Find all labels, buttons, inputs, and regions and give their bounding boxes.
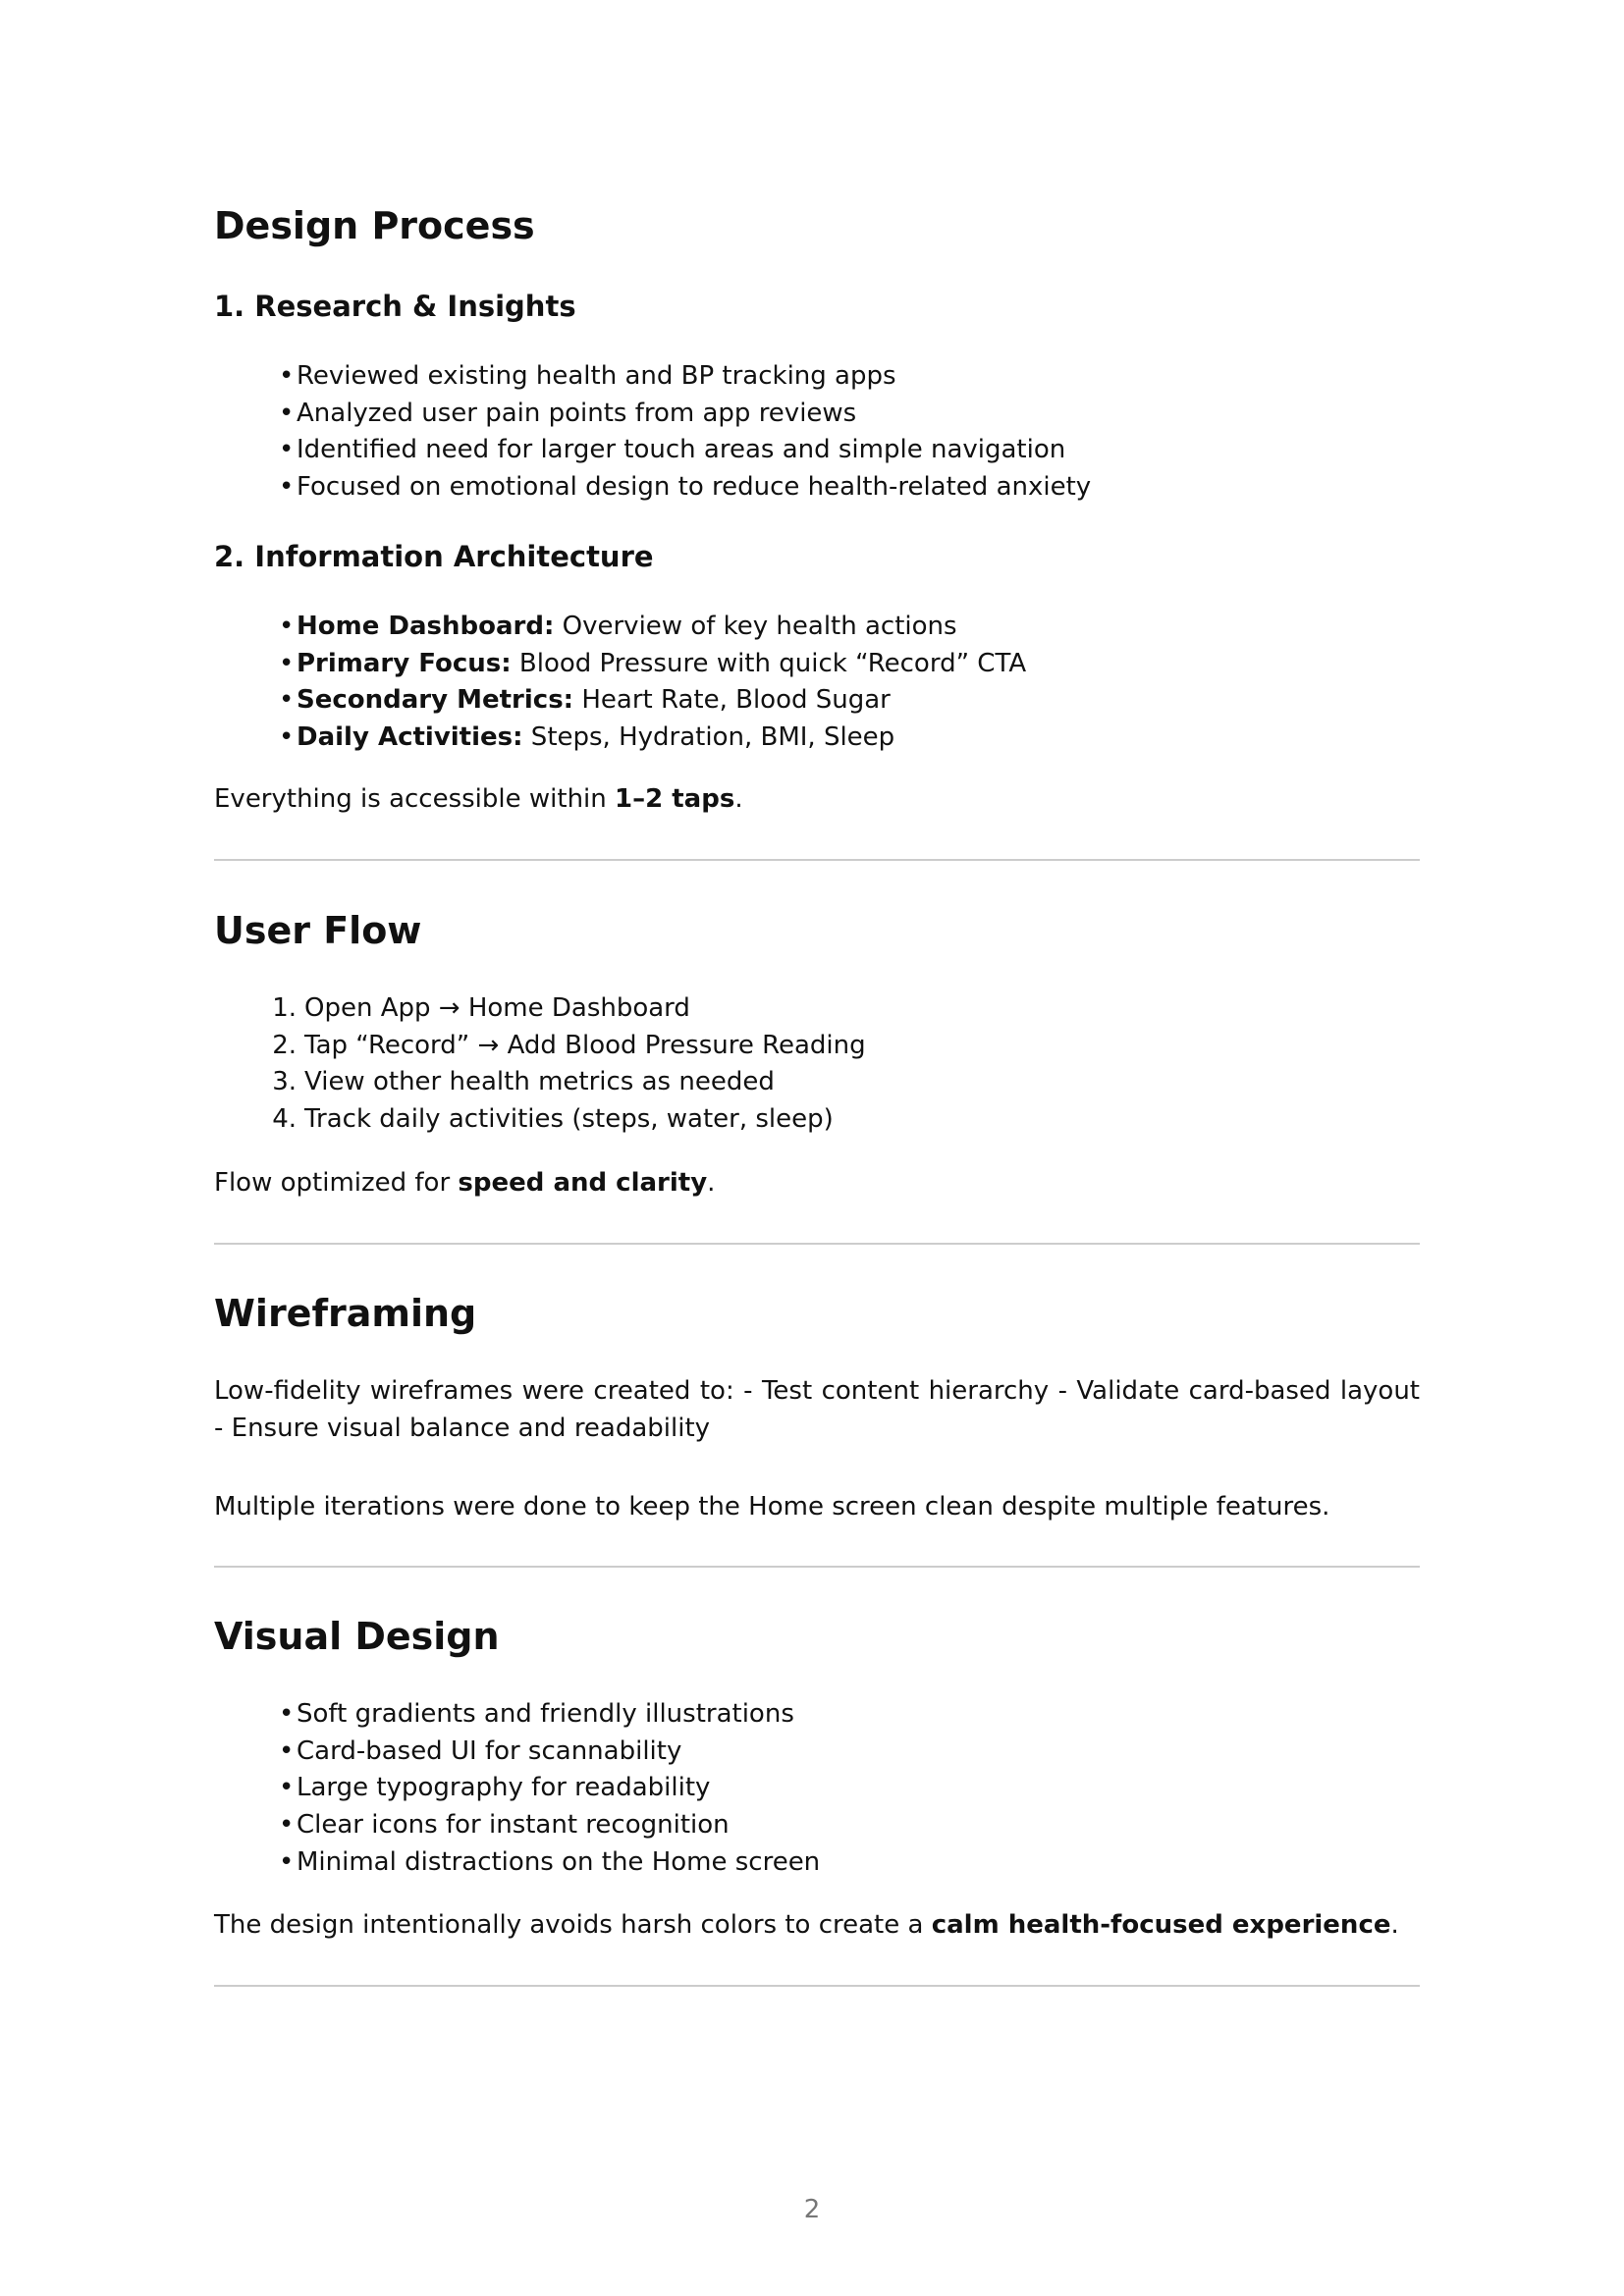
section-divider bbox=[214, 1985, 1420, 1987]
bullet-icon: • bbox=[279, 361, 295, 391]
section-title-visual-design: Visual Design bbox=[214, 1615, 500, 1658]
list-item: • Clear icons for instant recognition bbox=[279, 1807, 820, 1844]
list-item: 1. Open App → Home Dashboard bbox=[272, 993, 690, 1023]
list-item: • Identified need for larger touch areas and simple navigation bbox=[279, 432, 1091, 469]
bullet-icon: • bbox=[279, 1810, 295, 1841]
subsection-title-information-architecture: 2. Information Architecture bbox=[214, 540, 654, 573]
bullet-icon: • bbox=[279, 1846, 295, 1877]
bullet-icon: • bbox=[279, 612, 295, 641]
ia-bullet-list bbox=[279, 609, 1026, 757]
bullet-icon: • bbox=[279, 398, 295, 428]
list-item: • Focused on emotional design to reduce health-related anxiety bbox=[279, 469, 1091, 507]
list-item: • Primary Focus: Blood Pressure with quick “Record” CTA bbox=[279, 646, 1026, 683]
bullet-icon: • bbox=[279, 685, 295, 716]
subsection-title-research: 1. Research & Insights bbox=[214, 290, 576, 323]
user-flow-steps bbox=[267, 990, 866, 1139]
section-title-user-flow: User Flow bbox=[214, 909, 422, 952]
bullet-icon: • bbox=[279, 1699, 295, 1729]
bullet-icon: • bbox=[279, 1735, 295, 1766]
list-item: • Minimal distractions on the Home screen bbox=[279, 1844, 820, 1882]
ia-summary: Everything is accessible within 1–2 taps. bbox=[214, 784, 743, 814]
visual-design-bullet-list bbox=[279, 1696, 820, 1882]
list-item: • Card-based UI for scannability bbox=[279, 1734, 820, 1771]
list-item: • Soft gradients and friendly illustrations bbox=[279, 1696, 820, 1734]
section-title-wireframing: Wireframing bbox=[214, 1292, 477, 1335]
bullet-icon: • bbox=[279, 1773, 295, 1803]
page-number: 2 bbox=[803, 2195, 821, 2224]
list-item: • Large typography for readability bbox=[279, 1770, 820, 1807]
bullet-icon: • bbox=[279, 722, 295, 753]
bullet-icon: • bbox=[279, 435, 295, 465]
section-divider bbox=[214, 1566, 1420, 1568]
list-item: 3. View other health metrics as needed bbox=[272, 1067, 775, 1097]
visual-design-summary: The design intentionally avoids harsh colors to create a calm health-focused experience. bbox=[214, 1910, 1399, 1940]
wireframing-iterations-paragraph: Multiple iterations were done to keep the Home screen clean despite multiple features. bbox=[214, 1492, 1330, 1522]
section-divider bbox=[214, 1243, 1420, 1245]
list-item: 4. Track daily activities (steps, water, sleep) bbox=[272, 1104, 834, 1135]
section-title-design-process: Design Process bbox=[214, 204, 535, 247]
list-item: • Daily Activities: Steps, Hydration, BMI, Sleep bbox=[279, 720, 1026, 757]
user-flow-summary: Flow optimized for speed and clarity. bbox=[214, 1168, 716, 1198]
list-item: • Reviewed existing health and BP tracking apps bbox=[279, 358, 1091, 396]
list-item: • Home Dashboard: Overview of key health actions bbox=[279, 609, 1026, 646]
research-bullet-list bbox=[279, 358, 1091, 507]
list-item: • Analyzed user pain points from app reviews bbox=[279, 396, 1091, 433]
section-divider bbox=[214, 859, 1420, 861]
list-item: 2. Tap “Record” → Add Blood Pressure Reading bbox=[272, 1030, 866, 1060]
wireframing-paragraph: Low-fidelity wireframes were created to: - Test content hierarchy - Validate card-based layout - Ensure visual balance and readability bbox=[214, 1376, 1420, 1443]
bullet-icon: • bbox=[279, 472, 295, 503]
list-item: • Secondary Metrics: Heart Rate, Blood Sugar bbox=[279, 682, 1026, 720]
bullet-icon: • bbox=[279, 648, 295, 678]
